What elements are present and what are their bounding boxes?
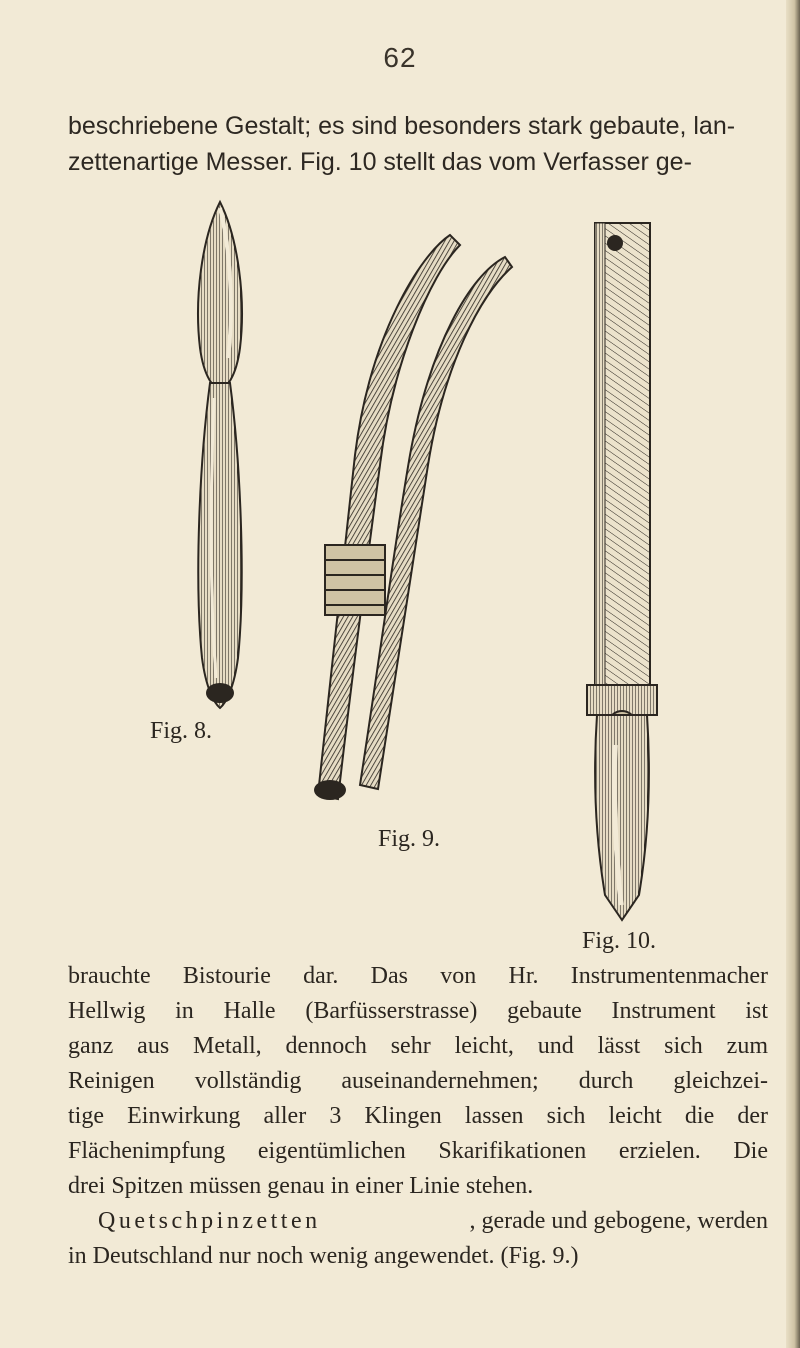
fig8-lancet-illustration [180, 198, 260, 718]
body-line-7: drei Spitzen müssen genau in einer Linie stehen. [68, 1173, 534, 1199]
body-line-4: Reinigen vollständig auseinandernehmen; durch gleichzei- [68, 1068, 768, 1094]
fig10-bistoury-illustration [575, 215, 670, 925]
text-line-1: beschriebene Gestalt; es sind besonders stark gebaute, lan- [68, 112, 736, 140]
page-number: 62 [383, 42, 417, 73]
body-line-1: brauchte Bistourie dar. Das von Hr. Instrumentenmacher [68, 963, 768, 989]
body-line-3: ganz aus Metall, dennoch sehr leicht, und lässt sich zum [68, 1033, 768, 1059]
term-quetschpinzetten: Quetschpinzetten [98, 1208, 321, 1234]
fig10-caption: Fig. 10. [582, 928, 657, 954]
body-line-8 [98, 1208, 768, 1235]
fig8-caption: Fig. 8. [150, 718, 213, 744]
body-line-9: in Deutschland nur noch wenig angewendet. (Fig. 9.) [68, 1243, 579, 1269]
text-line-2: zettenartige Messer. Fig. 10 stellt das vom Verfasser ge- [68, 148, 692, 176]
body-line-5: tige Einwirkung aller 3 Klingen lassen sich leicht die der [68, 1103, 768, 1129]
body-line-2: Hellwig in Halle (Barfüsserstrasse) gebaute Instrument ist [68, 998, 768, 1024]
body-line-8-rest: , gerade und gebogene, werden [469, 1208, 768, 1234]
body-line-6: Flächenimpfung eigentümlichen Skarifikationen erzielen. Die [68, 1138, 768, 1164]
fig9-forceps-illustration [300, 195, 530, 815]
fig9-caption: Fig. 9. [378, 826, 441, 852]
page-edge-shadow [786, 0, 800, 1348]
